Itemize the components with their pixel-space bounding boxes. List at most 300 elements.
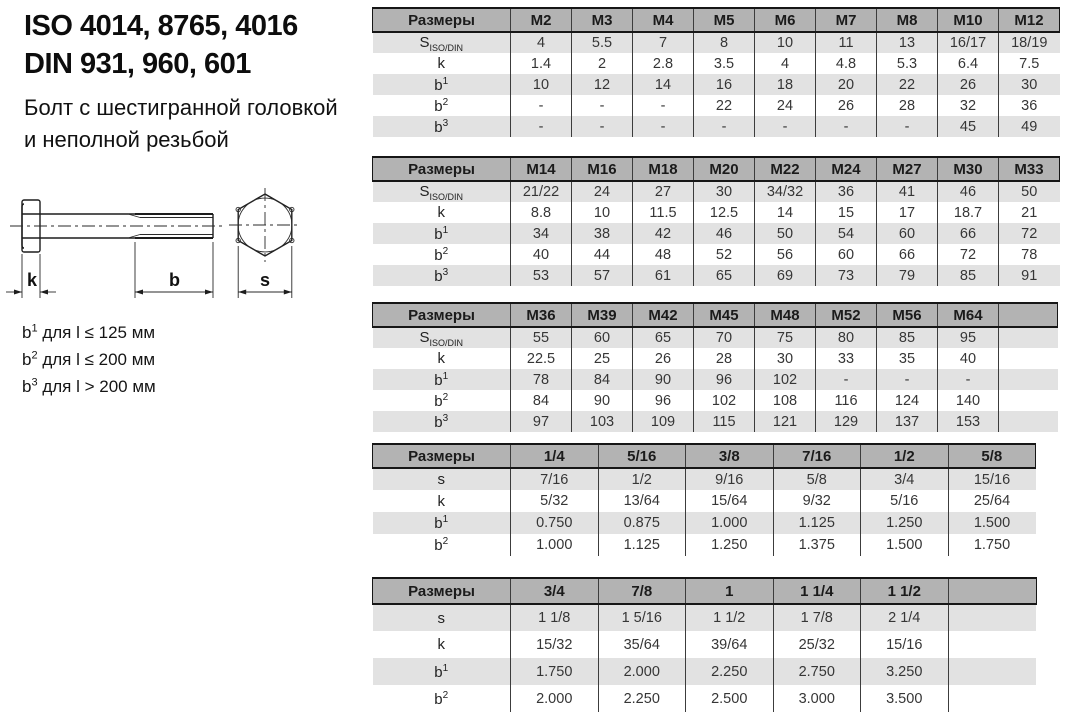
column-header: 7/8 [598, 578, 686, 604]
standard-iso-line: ISO 4014, 8765, 4016 [24, 10, 298, 42]
table-cell: 18 [755, 74, 816, 95]
table-row [373, 411, 1058, 432]
column-header: 1 1/2 [861, 578, 949, 604]
column-header: 3/8 [686, 444, 774, 468]
table-cell: 26 [938, 74, 999, 95]
table-cell: 1.000 [511, 534, 599, 556]
table-cell: 102 [755, 369, 816, 390]
table-cell: 40 [511, 244, 572, 265]
table-cell-empty [999, 327, 1058, 348]
row-label: $b^2$ [373, 95, 511, 116]
table-cell: 46 [938, 181, 999, 202]
column-header: M5 [694, 8, 755, 32]
table-cell: 96 [633, 390, 694, 411]
row-label: $b^2$ [373, 244, 511, 265]
table-cell: 44 [572, 244, 633, 265]
note-b1-sup: 1 [31, 322, 38, 335]
table-cell: 24 [755, 95, 816, 116]
table-cell: 54 [816, 223, 877, 244]
table-cell: 153 [938, 411, 999, 432]
note-b1 [22, 320, 156, 347]
table-header-row [373, 8, 1060, 32]
table-cell: 3.000 [773, 685, 861, 712]
table-cell: 66 [877, 244, 938, 265]
row-label: $S_{ISO/DIN}$ [373, 181, 511, 202]
table-cell: 22 [694, 95, 755, 116]
table-cell: 13/64 [598, 490, 686, 512]
table-cell: 97 [511, 411, 572, 432]
table-row [373, 604, 1037, 631]
table-cell: 1.125 [598, 534, 686, 556]
table-cell: 36 [816, 181, 877, 202]
table-cell-empty [999, 390, 1058, 411]
row-label: k [373, 490, 511, 512]
table-cell: 28 [877, 95, 938, 116]
table-cell: 7 [633, 32, 694, 53]
page-title [24, 8, 298, 83]
table-cell: 11 [816, 32, 877, 53]
column-header: M33 [999, 157, 1060, 181]
column-header: 1 [686, 578, 774, 604]
table-row [373, 244, 1060, 265]
table-cell: 7/16 [511, 468, 599, 490]
table-cell: 2.250 [598, 685, 686, 712]
table-container-m36-m64 [372, 302, 1058, 432]
table-cell: 27 [633, 181, 694, 202]
table-cell: 8 [694, 32, 755, 53]
table-cell-empty [948, 604, 1036, 631]
table-cell: 121 [755, 411, 816, 432]
table-cell-empty [999, 411, 1058, 432]
table-row [373, 53, 1060, 74]
table-cell: 57 [572, 265, 633, 286]
table-cell: 65 [633, 327, 694, 348]
column-header: 1/4 [511, 444, 599, 468]
column-header: 1 1/4 [773, 578, 861, 604]
row-label: k [373, 631, 511, 658]
table-cell: 90 [633, 369, 694, 390]
dimension-k [6, 254, 56, 298]
row-label: $b^1$ [373, 658, 511, 685]
table-row [373, 490, 1036, 512]
corner-header: Размеры [373, 8, 511, 32]
table-cell: 33 [816, 348, 877, 369]
table-cell: 35 [877, 348, 938, 369]
table-cell: 5.5 [572, 32, 633, 53]
column-header-empty [948, 578, 1036, 604]
table-cell: 56 [755, 244, 816, 265]
table-cell: 2.750 [773, 658, 861, 685]
bolt-side-view [10, 200, 224, 252]
table-cell: 61 [633, 265, 694, 286]
column-header: 7/16 [773, 444, 861, 468]
table-cell: 40 [938, 348, 999, 369]
table-cell: 4 [755, 53, 816, 74]
table-row [373, 202, 1060, 223]
column-header: M8 [877, 8, 938, 32]
table-cell: 9/32 [773, 490, 861, 512]
table-row [373, 685, 1037, 712]
column-header: M27 [877, 157, 938, 181]
row-label: $b^1$ [373, 74, 511, 95]
table-cell-empty [948, 631, 1036, 658]
table-cell: 2 1/4 [861, 604, 949, 631]
table-cell: 115 [694, 411, 755, 432]
table-cell: 70 [694, 327, 755, 348]
table-row [373, 468, 1036, 490]
table-cell: 12.5 [694, 202, 755, 223]
table-row [373, 534, 1036, 556]
table-cell: 3.5 [694, 53, 755, 74]
b-dimension-label: b [169, 270, 180, 290]
table-cell: 5/8 [773, 468, 861, 490]
table-cell: - [877, 116, 938, 137]
table-cell: 66 [938, 223, 999, 244]
table-cell: - [511, 116, 572, 137]
column-header: M4 [633, 8, 694, 32]
table-cell: 5.3 [877, 53, 938, 74]
column-header: 3/4 [511, 578, 599, 604]
corner-header: Размеры [373, 578, 511, 604]
table-cell: 48 [633, 244, 694, 265]
table-header-row [373, 578, 1037, 604]
note-b3-text: для l > 200 мм [37, 376, 156, 396]
table-cell: - [816, 369, 877, 390]
table-cell: 1.750 [948, 534, 1036, 556]
row-label: $b^2$ [373, 390, 511, 411]
table-cell: - [938, 369, 999, 390]
corner-header: Размеры [373, 444, 511, 468]
row-label: k [373, 348, 511, 369]
table-cell: 72 [999, 223, 1060, 244]
row-label: $b^1$ [373, 512, 511, 534]
table-cell: 60 [816, 244, 877, 265]
table-cell: 9/16 [686, 468, 774, 490]
column-header: M24 [816, 157, 877, 181]
table-container-imperial-2 [372, 577, 1037, 712]
note-b3-sup: 3 [31, 376, 38, 389]
table-cell: 95 [938, 327, 999, 348]
table-cell: 3/4 [861, 468, 949, 490]
table-cell: 3.250 [861, 658, 949, 685]
table-row [373, 631, 1037, 658]
table-cell: 11.5 [633, 202, 694, 223]
table-cell: 14 [755, 202, 816, 223]
table-cell: 1.375 [773, 534, 861, 556]
table-cell: 39/64 [686, 631, 774, 658]
table-cell: 20 [816, 74, 877, 95]
table-cell: 25/32 [773, 631, 861, 658]
column-header: M14 [511, 157, 572, 181]
table-cell: 30 [755, 348, 816, 369]
table-cell: 72 [938, 244, 999, 265]
table-row [373, 223, 1060, 244]
imperial-table-quarter-to-fiveeighths [372, 443, 1036, 556]
table-cell: 46 [694, 223, 755, 244]
bolt-drawing-svg [2, 186, 314, 324]
table-cell: 3.500 [861, 685, 949, 712]
footnotes [22, 320, 156, 401]
row-label: $b^3$ [373, 411, 511, 432]
table-cell: 2.8 [633, 53, 694, 74]
table-cell: 2.250 [686, 658, 774, 685]
table-cell: 50 [755, 223, 816, 244]
table-cell: 52 [694, 244, 755, 265]
column-header: M12 [999, 8, 1060, 32]
table-row [373, 658, 1037, 685]
table-cell: 38 [572, 223, 633, 244]
table-cell-empty [948, 685, 1036, 712]
table-cell: 50 [999, 181, 1060, 202]
table-cell: 18.7 [938, 202, 999, 223]
subtitle-line-1: Болт с шестигранной головкой [24, 95, 338, 120]
table-row [373, 74, 1060, 95]
note-b1-base: b [22, 323, 32, 342]
table-cell: 34/32 [755, 181, 816, 202]
column-header: M3 [572, 8, 633, 32]
table-row [373, 95, 1060, 116]
column-header: M64 [938, 303, 999, 327]
table-cell: 85 [877, 327, 938, 348]
column-header: 5/8 [948, 444, 1036, 468]
table-cell: 7.5 [999, 53, 1060, 74]
table-cell: 78 [999, 244, 1060, 265]
table-cell: - [816, 116, 877, 137]
table-row [373, 32, 1060, 53]
bolt-technical-drawing [2, 186, 314, 324]
column-header: M18 [633, 157, 694, 181]
table-cell: 15/32 [511, 631, 599, 658]
table-cell: 79 [877, 265, 938, 286]
row-label: $S_{ISO/DIN}$ [373, 327, 511, 348]
table-cell: 25/64 [948, 490, 1036, 512]
table-cell: 2.000 [511, 685, 599, 712]
table-cell: 5/32 [511, 490, 599, 512]
corner-header: Размеры [373, 303, 511, 327]
row-label: s [373, 604, 511, 631]
imperial-table-threequarters-to-oneandhalf [372, 577, 1037, 712]
table-container-m2-m12 [372, 7, 1060, 137]
column-header: M16 [572, 157, 633, 181]
table-cell: - [633, 95, 694, 116]
note-b3 [22, 374, 156, 401]
table-cell: 60 [572, 327, 633, 348]
table-cell: 49 [999, 116, 1060, 137]
table-cell: 16 [694, 74, 755, 95]
column-header: M56 [877, 303, 938, 327]
column-header: M52 [816, 303, 877, 327]
table-cell: 41 [877, 181, 938, 202]
table-cell: 91 [999, 265, 1060, 286]
table-cell: 1/2 [598, 468, 686, 490]
table-cell: 21/22 [511, 181, 572, 202]
table-cell: 116 [816, 390, 877, 411]
row-label: $b^1$ [373, 223, 511, 244]
table-cell: 26 [816, 95, 877, 116]
table-cell: 96 [694, 369, 755, 390]
table-cell: 2.000 [598, 658, 686, 685]
note-b2-base: b [22, 349, 32, 369]
row-label: $b^3$ [373, 116, 511, 137]
note-b2-sup: 2 [31, 349, 38, 362]
standard-din-line: DIN 931, 960, 601 [24, 47, 251, 80]
table-cell: 78 [511, 369, 572, 390]
note-b3-base: b [22, 376, 32, 396]
column-header: M42 [633, 303, 694, 327]
table-container-imperial-1 [372, 443, 1036, 556]
table-cell: 5/16 [861, 490, 949, 512]
table-cell: 124 [877, 390, 938, 411]
table-cell: 75 [755, 327, 816, 348]
table-cell: - [511, 95, 572, 116]
table-cell: 90 [572, 390, 633, 411]
table-cell: - [755, 116, 816, 137]
table-row [373, 116, 1060, 137]
column-header: M10 [938, 8, 999, 32]
table-cell: 42 [633, 223, 694, 244]
table-cell: 34 [511, 223, 572, 244]
column-header: M48 [755, 303, 816, 327]
note-b2 [22, 347, 156, 374]
table-cell: 69 [755, 265, 816, 286]
table-cell: 17 [877, 202, 938, 223]
table-cell: 1.000 [686, 512, 774, 534]
table-row [373, 327, 1058, 348]
table-cell: 1.250 [686, 534, 774, 556]
table-cell: 45 [938, 116, 999, 137]
corner-header: Размеры [373, 157, 511, 181]
table-cell: 55 [511, 327, 572, 348]
table-cell: 102 [694, 390, 755, 411]
table-cell: 1.250 [861, 512, 949, 534]
table-row [373, 265, 1060, 286]
table-cell: 85 [938, 265, 999, 286]
table-cell: 6.4 [938, 53, 999, 74]
dimension-b [135, 242, 213, 298]
column-header: M7 [816, 8, 877, 32]
table-cell: 4.8 [816, 53, 877, 74]
table-cell: 14 [633, 74, 694, 95]
table-cell: 25 [572, 348, 633, 369]
table-cell: 84 [572, 369, 633, 390]
table-cell: 1.125 [773, 512, 861, 534]
row-label: $b^2$ [373, 685, 511, 712]
table-row [373, 369, 1058, 390]
subtitle-line-2: и неполной резьбой [24, 126, 229, 152]
table-header-row [373, 444, 1036, 468]
table-cell: 0.875 [598, 512, 686, 534]
table-cell: 109 [633, 411, 694, 432]
table-cell: 21 [999, 202, 1060, 223]
column-header-empty [999, 303, 1058, 327]
column-header: 5/16 [598, 444, 686, 468]
table-row [373, 181, 1060, 202]
column-header: M6 [755, 8, 816, 32]
table-cell: 32 [938, 95, 999, 116]
table-cell: 35/64 [598, 631, 686, 658]
row-label: $S_{ISO/DIN}$ [373, 32, 511, 53]
table-cell-empty [948, 658, 1036, 685]
table-cell: 15 [816, 202, 877, 223]
table-cell: 65 [694, 265, 755, 286]
table-cell: 30 [694, 181, 755, 202]
table-cell: 22 [877, 74, 938, 95]
note-b1-text: для l ≤ 125 мм [37, 323, 156, 342]
table-cell: 26 [633, 348, 694, 369]
column-header: M20 [694, 157, 755, 181]
table-cell: 16/17 [938, 32, 999, 53]
table-cell: 80 [816, 327, 877, 348]
table-header-row [373, 303, 1058, 327]
note-b2-text: для l ≤ 200 мм [37, 349, 156, 369]
metric-table-m2-m12 [372, 7, 1060, 137]
table-cell: 30 [999, 74, 1060, 95]
table-cell: 60 [877, 223, 938, 244]
table-cell: 13 [877, 32, 938, 53]
column-header: M2 [511, 8, 572, 32]
table-cell: 140 [938, 390, 999, 411]
table-cell: - [572, 116, 633, 137]
table-cell: 22.5 [511, 348, 572, 369]
table-cell: 15/64 [686, 490, 774, 512]
table-cell: - [633, 116, 694, 137]
table-cell: 1.4 [511, 53, 572, 74]
s-dimension-label: s [260, 270, 271, 290]
table-cell: 1.500 [948, 512, 1036, 534]
table-cell: 0.750 [511, 512, 599, 534]
row-label: $b^3$ [373, 265, 511, 286]
metric-table-m36-m64 [372, 302, 1058, 432]
table-cell: 10 [755, 32, 816, 53]
table-cell: 10 [572, 202, 633, 223]
row-label: k [373, 53, 511, 74]
row-label: s [373, 468, 511, 490]
page-subtitle [24, 92, 338, 156]
table-cell: 137 [877, 411, 938, 432]
table-cell: 84 [511, 390, 572, 411]
table-cell: 73 [816, 265, 877, 286]
table-cell-empty [999, 348, 1058, 369]
table-cell-empty [999, 369, 1058, 390]
row-label: $b^2$ [373, 534, 511, 556]
table-cell: 18/19 [999, 32, 1060, 53]
table-header-row [373, 157, 1060, 181]
table-cell: 129 [816, 411, 877, 432]
table-cell: 2 [572, 53, 633, 74]
table-row [373, 390, 1058, 411]
table-cell: 1 7/8 [773, 604, 861, 631]
table-cell: 8.8 [511, 202, 572, 223]
column-header: M39 [572, 303, 633, 327]
table-row [373, 512, 1036, 534]
table-cell: 2.500 [686, 685, 774, 712]
metric-table-m14-m33 [372, 156, 1060, 286]
column-header: M22 [755, 157, 816, 181]
column-header: M30 [938, 157, 999, 181]
table-cell: 1.500 [861, 534, 949, 556]
k-dimension-label: k [27, 270, 38, 290]
bolt-end-view [229, 188, 301, 262]
table-cell: 1 1/8 [511, 604, 599, 631]
table-cell: - [572, 95, 633, 116]
table-cell: 1 1/2 [686, 604, 774, 631]
table-container-m14-m33 [372, 156, 1060, 286]
table-cell: 108 [755, 390, 816, 411]
column-header: M45 [694, 303, 755, 327]
table-cell: 15/16 [948, 468, 1036, 490]
table-cell: 28 [694, 348, 755, 369]
table-cell: 36 [999, 95, 1060, 116]
